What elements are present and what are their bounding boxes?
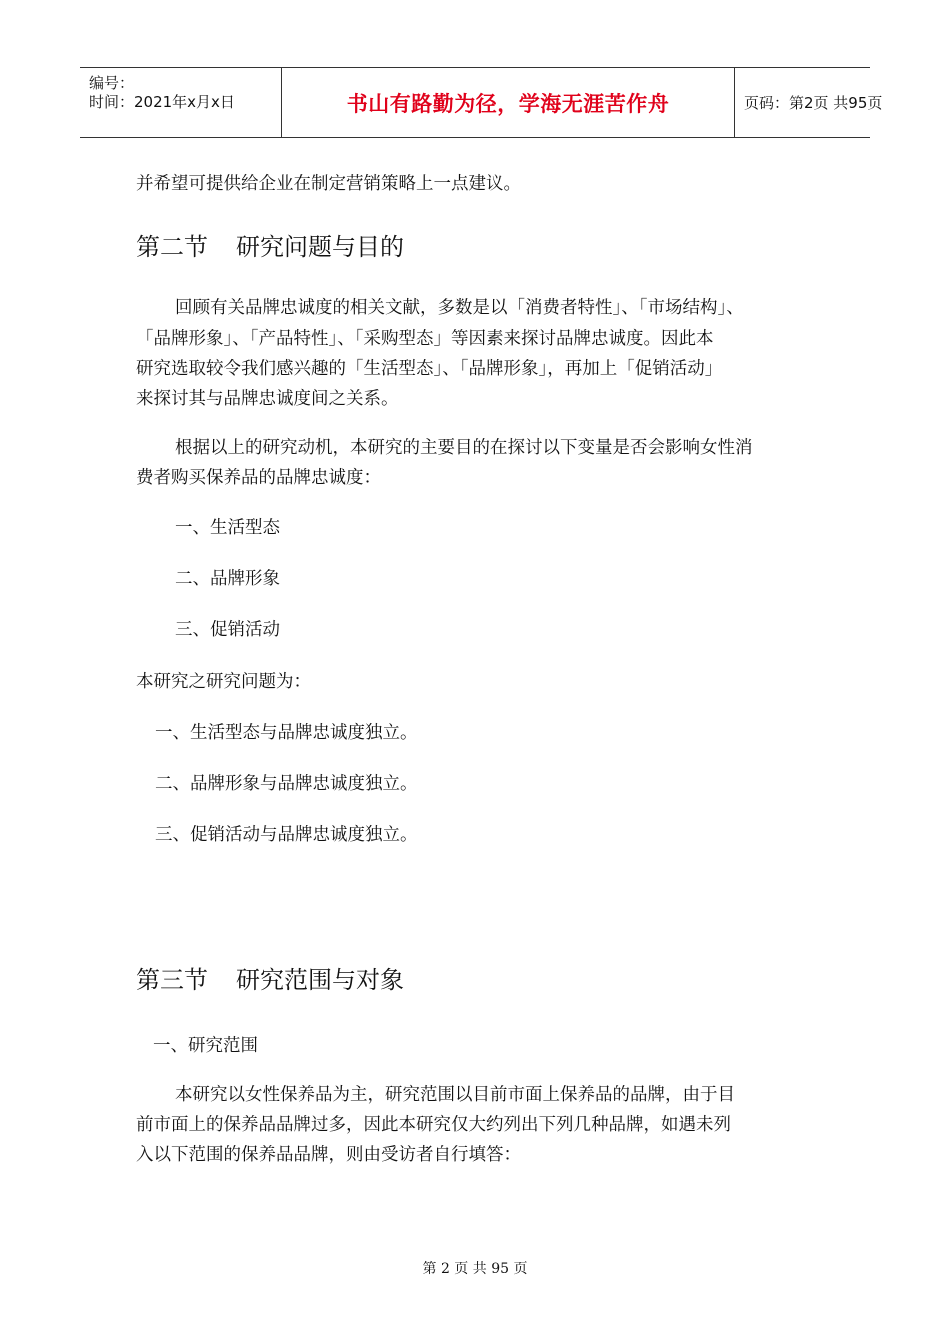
paragraph-line: 「品牌形象」、「产品特性」、「采购型态」等因素来探讨品牌忠诚度。因此本 bbox=[136, 329, 714, 349]
section-title: 研究范围与对象 bbox=[236, 966, 404, 994]
header-meta-cell bbox=[80, 68, 282, 137]
document-number-label: 编号： bbox=[89, 74, 135, 92]
paragraph-line: 费者购买保养品的品牌忠诚度： bbox=[136, 468, 381, 488]
list-item: 三、促销活动与品牌忠诚度独立。 bbox=[155, 825, 418, 845]
header-page-cell bbox=[735, 68, 883, 137]
questions-intro: 本研究之研究问题为： bbox=[136, 672, 311, 692]
list-item: 一、生活型态与品牌忠诚度独立。 bbox=[155, 723, 418, 743]
list-item: 三、促销活动 bbox=[175, 620, 280, 640]
page-footer: 第 2 页 共 95 页 bbox=[422, 1261, 528, 1277]
section-number: 第二节 bbox=[136, 233, 208, 261]
paragraph-line: 来探讨其与品牌忠诚度间之关系。 bbox=[136, 389, 399, 409]
list-item: 二、品牌形象与品牌忠诚度独立。 bbox=[155, 774, 418, 794]
header-page-info: 页码：第2页 共95页 bbox=[744, 94, 883, 112]
body-line: 并希望可提供给企业在制定营销策略上一点建议。 bbox=[136, 174, 521, 194]
header-motto: 书山有路勤为径，学海无涯苦作舟 bbox=[346, 91, 670, 116]
list-item: 二、品牌形象 bbox=[175, 569, 280, 589]
paragraph-line: 前市面上的保养品品牌过多，因此本研究仅大约列出下列几种品牌，如遇未列 bbox=[136, 1115, 731, 1135]
subsection-heading: 一、研究范围 bbox=[153, 1036, 258, 1056]
paragraph-line: 研究选取较令我们感兴趣的「生活型态」、「品牌形象」，再加上「促销活动」 bbox=[136, 359, 723, 379]
paragraph-line: 本研究以女性保养品为主，研究范围以目前市面上保养品的品牌，由于目 bbox=[175, 1085, 735, 1105]
paragraph-line: 根据以上的研究动机，本研究的主要目的在探讨以下变量是否会影响女性消 bbox=[175, 438, 753, 458]
section-heading bbox=[136, 968, 404, 992]
section-number: 第三节 bbox=[136, 966, 208, 994]
document-time-label: 时间：2021年x月x日 bbox=[89, 93, 235, 111]
section-title: 研究问题与目的 bbox=[236, 233, 404, 261]
list-item: 一、生活型态 bbox=[175, 518, 280, 538]
paragraph-line: 回顾有关品牌忠诚度的相关文献，多数是以「消费者特性」、「市场结构」、 bbox=[175, 298, 744, 318]
header-motto-cell bbox=[282, 68, 735, 137]
section-heading bbox=[136, 235, 404, 259]
paragraph-line: 入以下范围的保养品品牌，则由受访者自行填答： bbox=[136, 1145, 521, 1165]
page-header bbox=[80, 67, 883, 138]
